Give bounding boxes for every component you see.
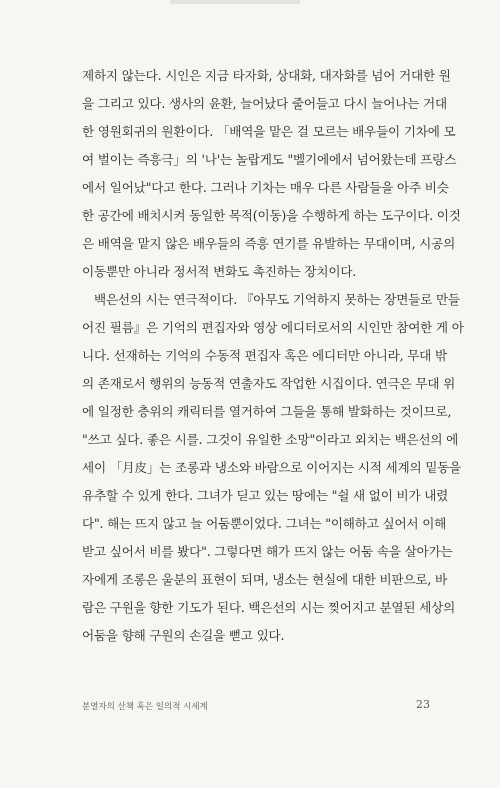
running-title: 분열자의 산책 혹은 일의적 시세계 xyxy=(82,702,208,712)
text-line: "쓰고 싶다. 좋은 시를. 그것이 유일한 소망"이라고 외치는 백은선의 에 xyxy=(82,432,459,447)
previous-page-bleed xyxy=(170,0,300,4)
text-line: 한 공간에 배치시켜 동일한 목적(이동)을 수행하게 하는 도구이다. 이것 xyxy=(82,208,461,223)
text-line: 여 벌이는 즉흥극」의 '나'는 놀랍게도 "벨기에에서 넘어왔는데 프랑스 xyxy=(82,152,457,167)
text-line: 유추할 수 있게 한다. 그녀가 딛고 있는 땅에는 "쉴 새 없이 비가 내렸 xyxy=(82,488,449,503)
text-line: 에서 일어났"다고 한다. 그러나 기차는 매우 다른 사람들을 아주 비슷 xyxy=(82,180,449,195)
text-line: 에 일정한 층위의 캐릭터를 열거하여 그들을 통해 발화하는 것이므로, xyxy=(82,404,452,419)
text-line: 자에게 조롱은 울분의 표현이 되며, 냉소는 현실에 대한 비판으로, 바 xyxy=(82,572,447,587)
text-line: 한 영원회귀의 원환이다. 「배역을 맡은 걸 모르는 배우들이 기차에 모 xyxy=(82,124,456,139)
text-line: 백은선의 시는 연극적이다. 『아무도 기억하지 못하는 장면들로 만들 xyxy=(94,292,460,307)
page-footer xyxy=(82,698,430,716)
text-line: 니다. 선재하는 기억의 수동적 편집자 혹은 에디터만 아니라, 무대 밖 xyxy=(82,348,447,363)
text-line: 제하지 않는다. 시인은 지금 타자화, 상대화, 대자화를 넘어 거대한 원 xyxy=(82,68,451,83)
text-line: 세이 「月皮」는 조롱과 냉소와 바람으로 이어지는 시적 세계의 밑동을 xyxy=(82,460,462,475)
text-line: 람은 구원을 향한 기도가 된다. 백은선의 시는 찢어지고 분열된 세상의 xyxy=(82,600,456,615)
text-line: 을 그리고 있다. 생사의 윤환, 늘어났다 줄어들고 다시 늘어나는 거대 xyxy=(82,96,447,111)
text-line: 의 존재로서 행위의 능동적 연출자도 작업한 시집이다. 연극은 무대 위 xyxy=(82,376,456,391)
text-line: 이동뿐만 아니라 정서적 변화도 촉진하는 장치이다. xyxy=(82,264,357,279)
text-line: 어둠을 향해 구원의 손길을 뻗고 있다. xyxy=(82,628,285,643)
text-line: 받고 싶어서 비를 봤다". 그렇다면 해가 뜨지 않는 어둠 속을 살아가는 xyxy=(82,544,453,559)
paragraph-2 xyxy=(82,286,464,650)
paragraph-1 xyxy=(82,62,461,286)
page-number: 23 xyxy=(416,698,430,711)
text-line: 어진 필름』은 기억의 편집자와 영상 에디터로서의 시인만 참여한 게 아 xyxy=(82,320,464,335)
body-text xyxy=(82,62,464,650)
text-line: 다". 해는 뜨지 않고 늘 어둠뿐이었다. 그녀는 "이해하고 싶어서 이해 xyxy=(82,516,447,531)
text-line: 은 배역을 맡지 않은 배우들의 즉흥 연기를 유발하는 무대이며, 시공의 xyxy=(82,236,456,251)
